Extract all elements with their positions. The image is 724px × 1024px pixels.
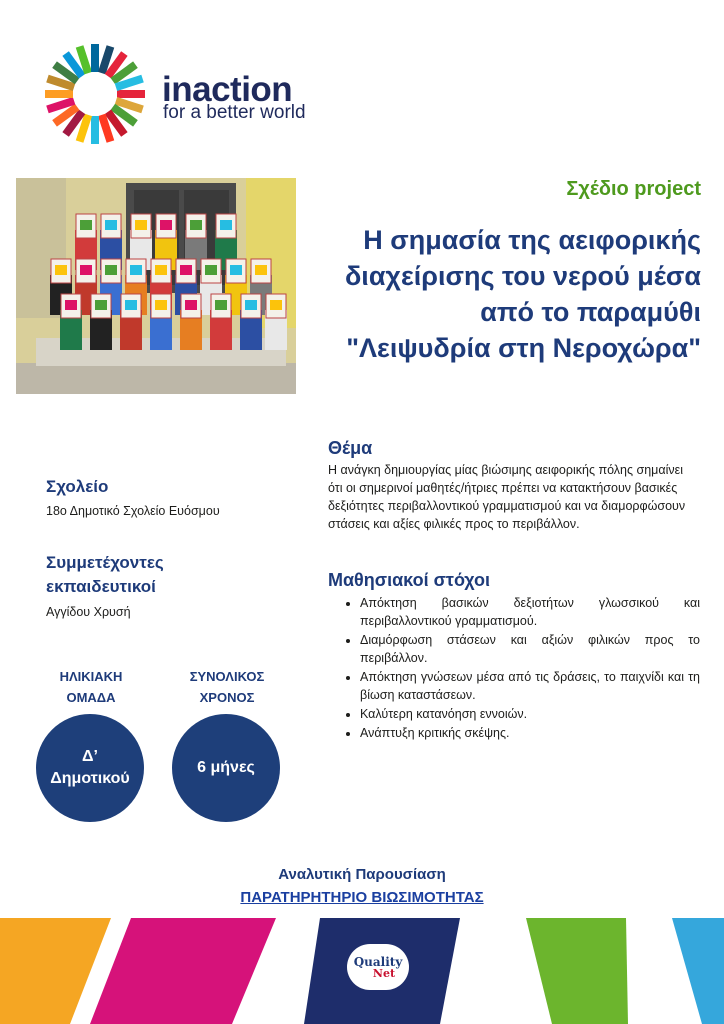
- school-heading: Σχολείο: [46, 477, 109, 496]
- logo-ray: [91, 44, 99, 72]
- title-line: Η σημασία της αειφορικής: [363, 225, 701, 255]
- title-line: από το παραμύθι: [480, 297, 701, 327]
- list-item: • Καλύτερη κατανόηση εννοιών.: [360, 705, 700, 723]
- logo-tagline: for a better world: [163, 102, 306, 123]
- in-action-logo: [38, 36, 338, 146]
- topic-text: Η ανάγκη δημιουργίας μίας βιώσιμης αειφορικής πόλης σημαίνει ότι οι σημερινοί μαθητές/ήτριες πρέπει να κατακτήσουν βασικές δεξιότητες περιβαλλοντικού γραμματισμού και να διαμορφώσουν στάσεις και αξίες φιλικές προς το περιβάλλον.: [328, 463, 686, 531]
- logo-ray: [45, 90, 73, 98]
- topic-heading: Θέμα: [328, 438, 373, 458]
- duration-caption: ΣΥΝΟΛΙΚΟΣ ΧΡΟΝΟΣ: [189, 669, 265, 705]
- teachers-heading: Συμμετέχοντες εκπαιδευτικοί: [46, 553, 164, 596]
- list-item: • Απόκτηση βασικών δεξιοτήτων γλωσσικού και περιβαλλοντικού γραμματισμού.: [360, 594, 700, 630]
- goals-list: [340, 594, 700, 743]
- stripe-magenta: [90, 918, 276, 1024]
- list-item: • Ανάπτυξη κριτικής σκέψης.: [360, 724, 700, 742]
- teacher-name: Αγγίδου Χρυσή: [46, 605, 131, 619]
- stripe-yellow: [0, 918, 111, 1024]
- observatory-link[interactable]: ΠΑΡΑΤΗΡΗΤΗΡΙΟ ΒΙΩΣΙΜΟΤΗΤΑΣ: [240, 889, 484, 906]
- presentation-label: Αναλυτική Παρουσίαση: [278, 866, 446, 883]
- document-type-label: Σχέδιο project: [566, 178, 701, 200]
- list-item: • Απόκτηση γνώσεων μέσα από τις δράσεις, το παιχνίδι και τη βίωση καταστάσεων.: [360, 668, 700, 704]
- age-group-caption: ΗΛΙΚΙΑΚΗ ΟΜΑΔΑ: [59, 669, 123, 705]
- list-item: • Διαμόρφωση στάσεων και αξιών φιλικών προς το περιβάλλον.: [360, 631, 700, 667]
- stripe-green: [526, 918, 628, 1024]
- title-line: "Λειψυδρία στη Νεροχώρα": [346, 333, 701, 363]
- goals-heading: Μαθησιακοί στόχοι: [328, 570, 490, 590]
- group-photo: [16, 178, 296, 394]
- sunburst-logo-icon: [38, 36, 158, 146]
- duration-badge: 6 μήνες: [172, 714, 280, 822]
- project-title: [281, 222, 701, 366]
- logo-brand-text: inaction: [162, 70, 293, 109]
- title-line: διαχείρισης του νερού μέσα: [344, 261, 701, 291]
- quality-net-logo: Quality Net: [347, 944, 409, 990]
- logo-ray: [117, 90, 145, 98]
- stripe-cyan: [672, 918, 724, 1024]
- age-group-badge: Δ’ Δημοτικού: [36, 714, 144, 822]
- school-name: 18ο Δημοτικό Σχολείο Ευόσμου: [46, 504, 220, 518]
- logo-ray: [91, 116, 99, 144]
